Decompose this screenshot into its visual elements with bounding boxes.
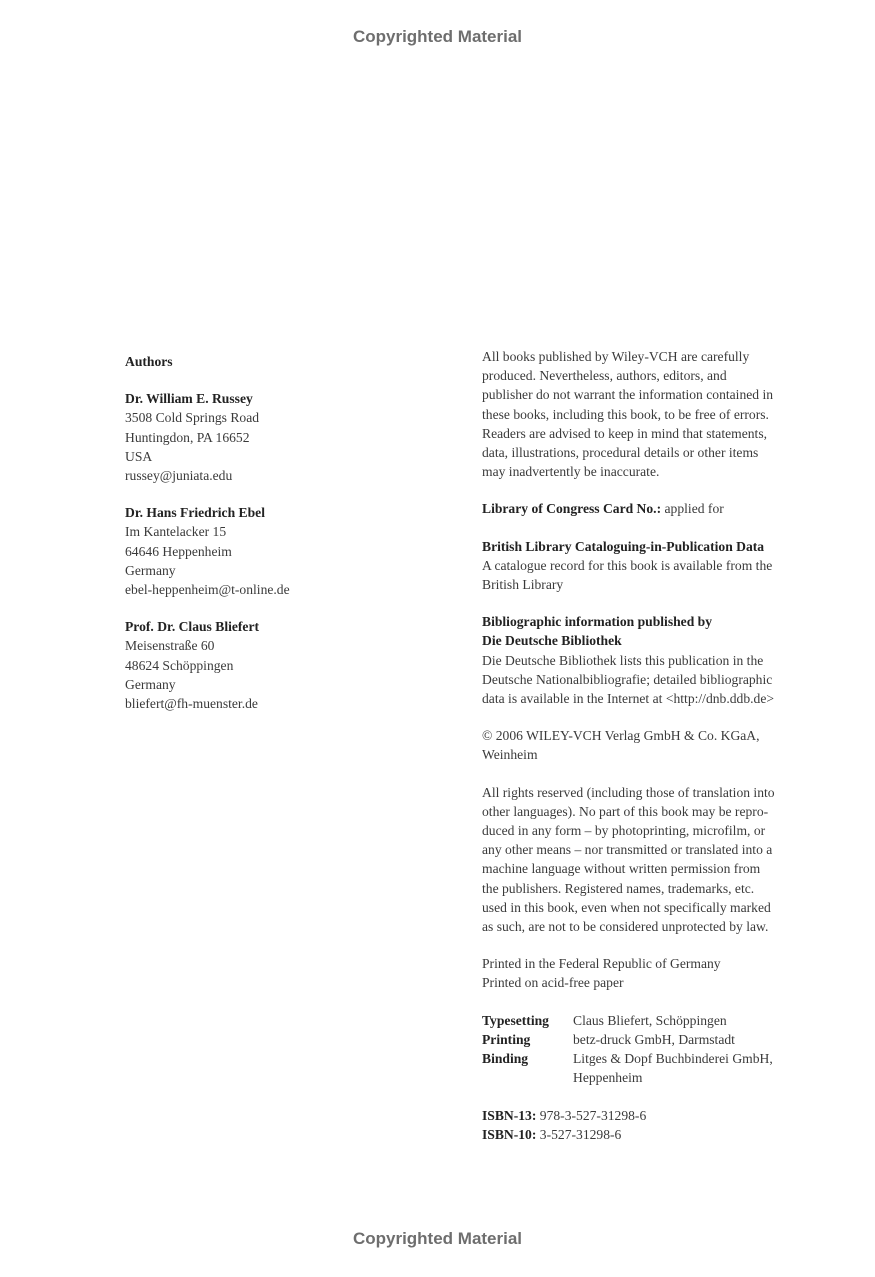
author-address-line: Huntingdon, PA 16652 xyxy=(125,429,250,445)
author-name: Dr. William E. Russey xyxy=(125,391,253,407)
isbn-label: ISBN-10: xyxy=(482,1126,537,1142)
credit-label: Typesetting xyxy=(482,1012,549,1028)
credit-value: Heppenheim xyxy=(573,1070,643,1086)
credit-value: Claus Bliefert, Schöppingen xyxy=(573,1012,727,1028)
author-address-line: 3508 Cold Springs Road xyxy=(125,410,260,426)
british-library-heading: British Library Cataloguing-in-Publication Data xyxy=(482,538,765,554)
production-credits xyxy=(482,1011,822,1088)
author-address-line: Meisenstraße 60 xyxy=(125,638,215,654)
author-email: bliefert@fh-muenster.de xyxy=(125,696,258,712)
copyright-line: © 2006 WILEY-VCH Verlag GmbH & Co. KGaA, xyxy=(482,728,760,744)
isbn-value: 978-3-527-31298-6 xyxy=(536,1107,647,1123)
disclaimer-line: may inadvertently be inaccurate. xyxy=(482,464,660,480)
isbn-block xyxy=(482,1106,822,1144)
loc-card-label: Library of Congress Card No.: xyxy=(482,501,662,517)
british-library-block xyxy=(482,537,822,595)
credit-label xyxy=(482,1068,573,1087)
copyright-block xyxy=(482,726,822,764)
copyright-line: Weinheim xyxy=(482,747,538,763)
rights-line: the publishers. Registered names, trademarks, etc. xyxy=(482,880,755,896)
credit-value: betz-druck GmbH, Darmstadt xyxy=(573,1031,735,1047)
bibliographic-block xyxy=(482,612,822,708)
isbn-line xyxy=(482,1106,822,1125)
author-address-line: Im Kantelacker 15 xyxy=(125,524,227,540)
bibliographic-heading: Bibliographic information published by xyxy=(482,614,713,630)
british-library-line: A catalogue record for this book is available from the xyxy=(482,557,773,573)
loc-card-value: applied for xyxy=(661,501,724,517)
disclaimer-line: Readers are advised to keep in mind that statements, xyxy=(482,425,768,441)
authors-column xyxy=(125,352,425,731)
author-email: russey@juniata.edu xyxy=(125,468,233,484)
isbn-label: ISBN-13: xyxy=(482,1107,537,1123)
watermark-bottom: Copyrighted Material xyxy=(352,1229,523,1248)
rights-line: other languages). No part of this book may be repro- xyxy=(482,803,769,819)
printed-line: Printed in the Federal Republic of Germany xyxy=(482,956,721,972)
author-email: ebel-heppenheim@t-online.de xyxy=(125,582,290,598)
disclaimer-line: publisher do not warrant the information contained in xyxy=(482,387,774,403)
loc-card-block xyxy=(482,499,822,518)
author-entry xyxy=(125,503,425,599)
printed-block xyxy=(482,954,822,992)
disclaimer-paragraph xyxy=(482,347,822,481)
printed-line: Printed on acid-free paper xyxy=(482,975,624,991)
rights-line: machine language without written permission from xyxy=(482,861,761,877)
disclaimer-line: produced. Nevertheless, authors, editors, and xyxy=(482,368,727,384)
loc-card-line xyxy=(482,499,822,518)
author-country: USA xyxy=(125,448,153,464)
authors-heading: Authors xyxy=(125,354,173,369)
credit-label: Printing xyxy=(482,1031,531,1047)
rights-line: any other means – nor transmitted or translated into a xyxy=(482,842,773,858)
credit-label: Binding xyxy=(482,1051,529,1067)
author-entry xyxy=(125,617,425,713)
isbn-value: 3-527-31298-6 xyxy=(536,1126,622,1142)
rights-line: All rights reserved (including those of translation into xyxy=(482,784,775,800)
author-address-line: 48624 Schöppingen xyxy=(125,657,234,673)
author-name: Dr. Hans Friedrich Ebel xyxy=(125,505,265,521)
credit-value: Litges & Dopf Buchbinderei GmbH, xyxy=(573,1051,773,1067)
isbn-line xyxy=(482,1125,822,1144)
rights-line: duced in any form – by photoprinting, microfilm, or xyxy=(482,823,766,839)
disclaimer-line: these books, including this book, to be free of errors. xyxy=(482,406,769,422)
disclaimer-line: data, illustrations, procedural details or other items xyxy=(482,445,759,461)
author-address-line: 64646 Heppenheim xyxy=(125,543,232,559)
bibliographic-line: Deutsche Nationalbibliografie; detailed bibliographic xyxy=(482,671,773,687)
bibliographic-line: Die Deutsche Bibliothek lists this publication in the xyxy=(482,652,764,668)
bibliographic-line: data is available in the Internet at <http://dnb.ddb.de> xyxy=(482,691,775,707)
authors-heading-block xyxy=(125,352,425,371)
british-library-line: British Library xyxy=(482,577,564,593)
watermark-top: Copyrighted Material xyxy=(352,27,523,46)
bibliographic-heading: Die Deutsche Bibliothek xyxy=(482,633,622,649)
rights-line: used in this book, even when not specifically marked xyxy=(482,899,771,915)
rights-block xyxy=(482,783,822,937)
publication-info-column xyxy=(482,347,822,1162)
rights-line: as such, are not to be considered unprotected by law. xyxy=(482,919,769,935)
disclaimer-line: All books published by Wiley-VCH are carefully xyxy=(482,349,750,364)
author-name: Prof. Dr. Claus Bliefert xyxy=(125,619,260,635)
author-country: Germany xyxy=(125,562,176,578)
author-entry xyxy=(125,389,425,485)
author-country: Germany xyxy=(125,676,176,692)
